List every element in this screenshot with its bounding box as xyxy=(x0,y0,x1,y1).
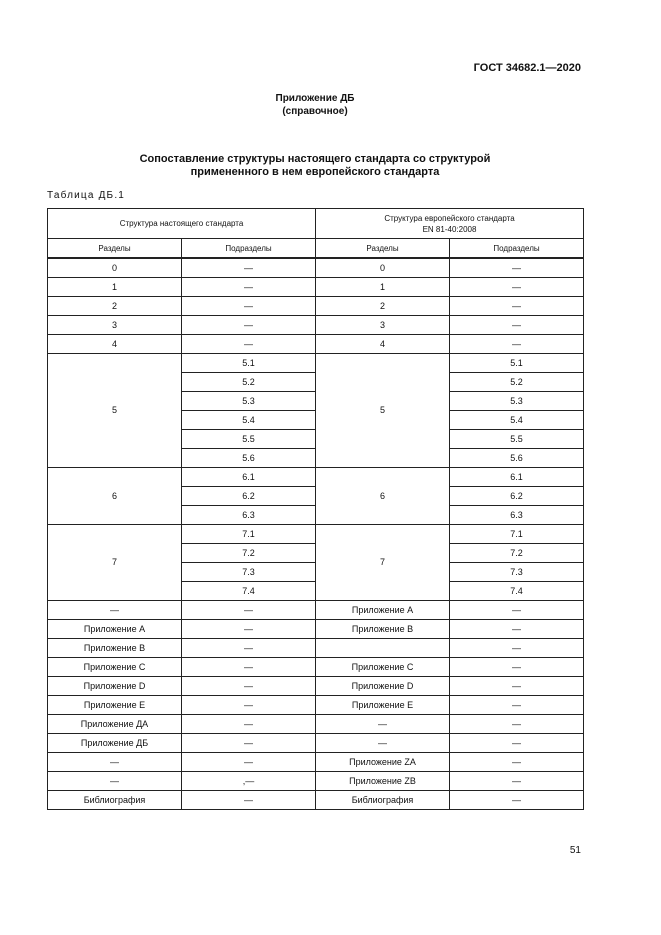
cell-subsection: 7.3 xyxy=(182,563,316,582)
cell-section: Приложение А xyxy=(48,620,182,639)
cell-section-eu: 0 xyxy=(316,258,450,278)
group-header-european xyxy=(316,209,584,239)
cell-section: 6 xyxy=(48,468,182,525)
page-number: 51 xyxy=(569,845,581,856)
cell-subsection: — xyxy=(182,677,316,696)
cell-subsection: 5.4 xyxy=(182,411,316,430)
cell-section: — xyxy=(48,601,182,620)
comparison-table xyxy=(47,208,584,810)
cell-subsection-eu: — xyxy=(450,696,584,715)
annex-title: Приложение ДБ xyxy=(275,93,355,104)
cell-subsection: — xyxy=(182,258,316,278)
cell-section-eu: Приложение A xyxy=(316,601,450,620)
cell-section-eu: — xyxy=(316,734,450,753)
cell-subsection-eu: 7.4 xyxy=(450,582,584,601)
cell-section: 0 xyxy=(48,258,182,278)
heading-line-1: Сопоставление структуры настоящего стандарта со структурой xyxy=(139,153,491,165)
cell-section-eu: 6 xyxy=(316,468,450,525)
cell-subsection: — xyxy=(182,297,316,316)
cell-section: Приложение ДБ xyxy=(48,734,182,753)
table-row xyxy=(48,335,584,354)
cell-section: Приложение D xyxy=(48,677,182,696)
cell-subsection-eu: — xyxy=(450,278,584,297)
cell-subsection-eu: — xyxy=(450,335,584,354)
cell-subsection: ,— xyxy=(182,772,316,791)
annex-heading xyxy=(0,92,630,118)
col-header-subsections-eu: Подразделы xyxy=(450,239,584,259)
cell-section: Приложение С xyxy=(48,658,182,677)
cell-subsection-eu: 6.1 xyxy=(450,468,584,487)
cell-subsection-eu: 6.2 xyxy=(450,487,584,506)
cell-subsection: — xyxy=(182,620,316,639)
cell-section-eu: 7 xyxy=(316,525,450,601)
cell-subsection: 7.2 xyxy=(182,544,316,563)
cell-section: Приложение В xyxy=(48,639,182,658)
table-row xyxy=(48,772,584,791)
table-row xyxy=(48,297,584,316)
cell-subsection-eu: 5.4 xyxy=(450,411,584,430)
table-row xyxy=(48,354,584,373)
table-row xyxy=(48,468,584,487)
cell-subsection-eu: — xyxy=(450,772,584,791)
cell-section-eu: Приложение D xyxy=(316,677,450,696)
cell-section-eu: 4 xyxy=(316,335,450,354)
table-row xyxy=(48,316,584,335)
cell-subsection: 7.4 xyxy=(182,582,316,601)
cell-subsection-eu: — xyxy=(450,753,584,772)
table-row xyxy=(48,791,584,810)
table-row xyxy=(48,639,584,658)
cell-subsection-eu: 7.3 xyxy=(450,563,584,582)
cell-subsection-eu: — xyxy=(450,734,584,753)
cell-subsection: — xyxy=(182,601,316,620)
table-row xyxy=(48,658,584,677)
cell-subsection: — xyxy=(182,278,316,297)
cell-section: Приложение Е xyxy=(48,696,182,715)
cell-subsection-eu: — xyxy=(450,677,584,696)
table-body xyxy=(48,258,584,810)
cell-section: 2 xyxy=(48,297,182,316)
cell-subsection-eu: 5.2 xyxy=(450,373,584,392)
cell-subsection: 5.6 xyxy=(182,449,316,468)
cell-subsection: — xyxy=(182,791,316,810)
table-row xyxy=(48,677,584,696)
document-code: ГОСТ 34682.1—2020 xyxy=(473,62,581,74)
annex-status: (справочное) xyxy=(282,106,348,117)
table-heading xyxy=(0,153,630,179)
cell-section-eu: Приложение ZB xyxy=(316,772,450,791)
cell-subsection-eu: — xyxy=(450,658,584,677)
cell-section-eu xyxy=(316,639,450,658)
cell-section-eu: 1 xyxy=(316,278,450,297)
heading-line-2: примененного в нем европейского стандарта xyxy=(190,166,440,178)
cell-subsection: 6.2 xyxy=(182,487,316,506)
cell-subsection: — xyxy=(182,335,316,354)
cell-subsection-eu: 7.1 xyxy=(450,525,584,544)
table-row xyxy=(48,715,584,734)
cell-subsection-eu: — xyxy=(450,297,584,316)
cell-subsection: — xyxy=(182,696,316,715)
cell-section-eu: Приложение С xyxy=(316,658,450,677)
cell-subsection-eu: 5.3 xyxy=(450,392,584,411)
cell-section-eu: 5 xyxy=(316,354,450,468)
cell-subsection-eu: 7.2 xyxy=(450,544,584,563)
cell-subsection-eu: — xyxy=(450,791,584,810)
cell-subsection-eu: — xyxy=(450,258,584,278)
cell-subsection: — xyxy=(182,316,316,335)
col-header-subsections: Подразделы xyxy=(182,239,316,259)
cell-subsection-eu: 6.3 xyxy=(450,506,584,525)
cell-subsection-eu: 5.1 xyxy=(450,354,584,373)
cell-section-eu: — xyxy=(316,715,450,734)
table-row xyxy=(48,696,584,715)
cell-subsection: — xyxy=(182,753,316,772)
cell-section: 3 xyxy=(48,316,182,335)
cell-subsection: 5.1 xyxy=(182,354,316,373)
cell-section: — xyxy=(48,753,182,772)
cell-section: Приложение ДА xyxy=(48,715,182,734)
cell-subsection-eu: 5.6 xyxy=(450,449,584,468)
table-row xyxy=(48,753,584,772)
col-header-sections-eu: Разделы xyxy=(316,239,450,259)
cell-section: 5 xyxy=(48,354,182,468)
table-row xyxy=(48,620,584,639)
cell-section: 4 xyxy=(48,335,182,354)
cell-section: — xyxy=(48,772,182,791)
cell-section: 7 xyxy=(48,525,182,601)
cell-section-eu: Приложение ZA xyxy=(316,753,450,772)
cell-subsection-eu: 5.5 xyxy=(450,430,584,449)
table-row xyxy=(48,601,584,620)
table-row xyxy=(48,525,584,544)
cell-section-eu: Приложение B xyxy=(316,620,450,639)
cell-subsection: — xyxy=(182,715,316,734)
group-header-european-line2: EN 81-40:2008 xyxy=(422,224,477,234)
table-row xyxy=(48,278,584,297)
cell-subsection: 5.5 xyxy=(182,430,316,449)
table-row xyxy=(48,258,584,278)
cell-subsection: 6.1 xyxy=(182,468,316,487)
cell-subsection-eu: — xyxy=(450,639,584,658)
cell-subsection: — xyxy=(182,639,316,658)
cell-subsection: — xyxy=(182,734,316,753)
cell-subsection-eu: — xyxy=(450,620,584,639)
cell-subsection: 7.1 xyxy=(182,525,316,544)
cell-section: Библиография xyxy=(48,791,182,810)
cell-subsection-eu: — xyxy=(450,601,584,620)
cell-section: 1 xyxy=(48,278,182,297)
cell-subsection-eu: — xyxy=(450,316,584,335)
cell-subsection-eu: — xyxy=(450,715,584,734)
table-label: Таблица ДБ.1 xyxy=(47,190,126,201)
cell-subsection: 5.2 xyxy=(182,373,316,392)
col-header-sections: Разделы xyxy=(48,239,182,259)
group-header-national: Структура настоящего стандарта xyxy=(48,209,316,239)
table-row xyxy=(48,734,584,753)
cell-subsection: 5.3 xyxy=(182,392,316,411)
cell-subsection: 6.3 xyxy=(182,506,316,525)
cell-section-eu: 3 xyxy=(316,316,450,335)
group-header-european-line1: Структура европейского стандарта xyxy=(384,213,515,223)
cell-section-eu: 2 xyxy=(316,297,450,316)
cell-subsection: — xyxy=(182,658,316,677)
cell-section-eu: Приложение Е xyxy=(316,696,450,715)
cell-section-eu: Библиография xyxy=(316,791,450,810)
